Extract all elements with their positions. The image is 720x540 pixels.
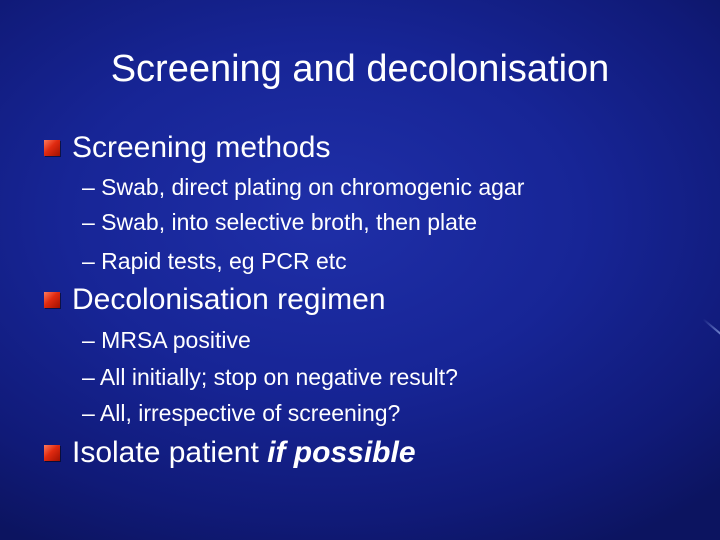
sub-bullet: – All initially; stop on negative result? — [82, 364, 458, 390]
bullet-heading: Screening methods — [72, 131, 331, 164]
bullet-heading-emphasis: if possible — [267, 436, 416, 469]
sub-bullet: – Swab, into selective broth, then plate — [82, 209, 478, 235]
bullet-isolate-patient — [72, 436, 416, 470]
slide-title: Screening and decolonisation — [110, 48, 610, 90]
bullet-screening-methods — [72, 131, 331, 165]
bullet-heading: Decolonisation regimen — [72, 283, 386, 316]
sub-bullet: – All, irrespective of screening? — [82, 400, 401, 426]
red-square-bullet-icon — [44, 140, 60, 156]
bullet-decolonisation-regimen — [72, 283, 386, 317]
sub-bullet: – Swab, direct plating on chromogenic agar — [82, 174, 525, 200]
red-square-bullet-icon — [44, 292, 60, 308]
red-square-bullet-icon — [44, 445, 60, 461]
sub-bullet: – Rapid tests, eg PCR etc — [82, 248, 347, 274]
sub-bullet: – MRSA positive — [82, 327, 251, 353]
bullet-heading-plain: Isolate patient — [72, 436, 268, 469]
